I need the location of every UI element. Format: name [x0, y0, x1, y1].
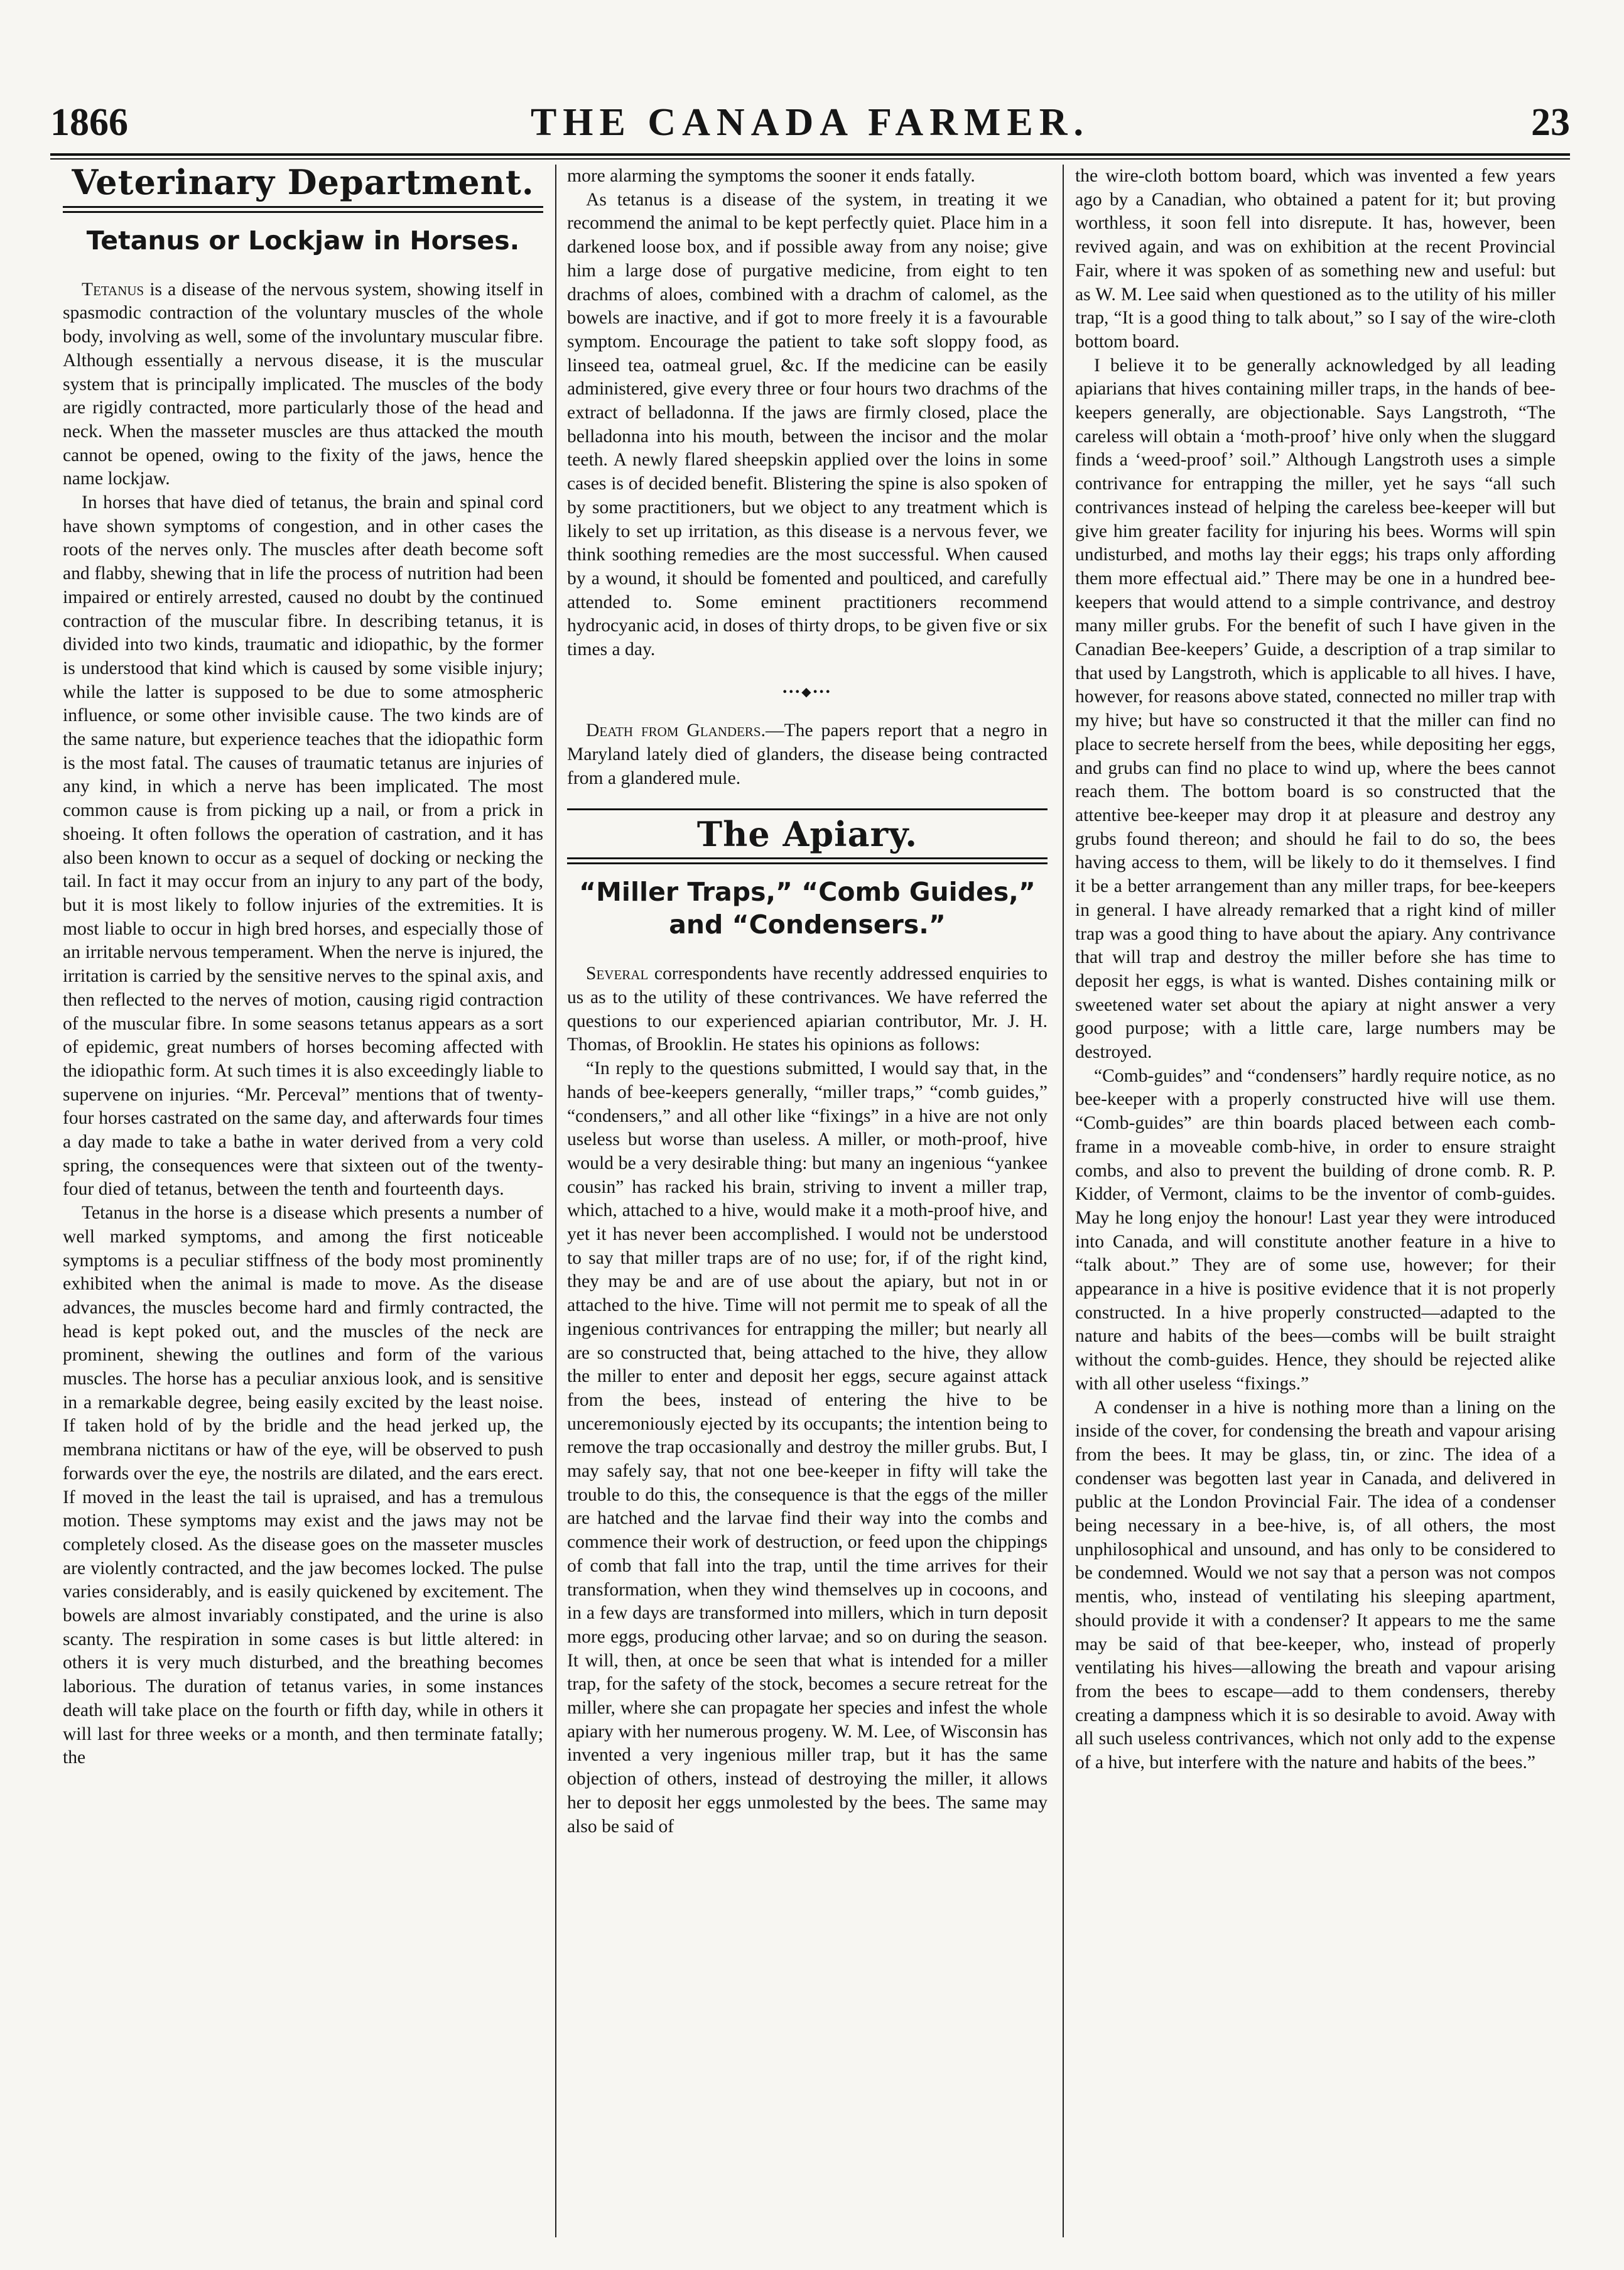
issue-year: 1866	[50, 101, 128, 144]
section-ornament: •••◆•••	[782, 685, 832, 699]
paragraph: I believe it to be generally acknowledged by all leading apiarians that hives containing miller traps, in the hands of bee-keepers generally, are objectionable. Says Langstroth, “The careless will obtain a ‘moth-proof’ hive only when the sluggard finds a ‘weed-proof’ soil.” Although Langstroth uses a simple contrivance for entrapping the miller, yet he says “all such contrivances instead of helping the careless bee-keeper will but give him greater facility for injuring his bees. Worms will spin undisturbed, and moths lay their eggs; his traps only affording them more effectual aid.” There may be one in a hundred bee-keepers that would attend to a simple contrivance, and destroy many miller grubs. For the benefit of such I have given in the Canadian Bee-keepers’ Guide, a description of a trap similar to that used by Langstroth, which is applicable to all hives. I have, however, for reasons above stated, connected no miller trap with my hive; but have so constructed it that the miller can find no place to secrete herself from the bees, while depositing her eggs, and grubs can find no place to wind up, where the bees cannot reach them. The bottom board is so constructed that the attentive bee-keeper may drop it at pleasure and destroy any grubs found thereon; and should he fail to do so, the bees having access to them, will be likely to do it themselves. I find it be a better arrangement than any miller traps, for bee-keepers in general. I have already remarked that a right kind of miller trap was a good thing to have about the apiary. Any contrivance that will trap and destroy the miller before she has time to deposit her eggs, is what is wanted. Dishes containing milk or sweetened water set about the apiary at night answer a very good purpose; with a little care, large numbers may be destroyed.	[1075, 355, 1556, 1063]
heading-rule	[567, 857, 1047, 864]
paragraph: the wire-cloth bottom board, which was invented a few years ago by a Canadian, who obtained a patent for it; but proving worthless, it soon fell into disrepute. It has, however, been revived again, and was on exhibition at the recent Provincial Fair, where it was spoken of as something new and useful: but as W. M. Lee said when questioned as to the utility of his miller trap, “It is a good thing to talk about,” so I say of the wire-cloth bottom board.	[1075, 166, 1556, 352]
department-heading: Veterinary Department.	[72, 165, 534, 202]
lead-phrase: Death from Glanders.	[586, 720, 766, 741]
paragraph: A condenser in a hive is nothing more than a lining on the inside of the cover, for condensing the breath and vapour arising from the bees. It may be glass, tin, or zinc. The idea of a condenser was begotten last year in Canada, and delivered in public at the London Provincial Fair. The idea of a condenser being necessary in a bee-hive, is, of all others, the most unphilosophical and unsound, and has only to be considered to be condemned. Would we not say that a person was not compos mentis, who, instead of ventilating his sleeping apartment, should provide it with a condenser? It appears to me the same may be said of that bee-keeper, who, instead of properly ventilating his hives—allowing the breath and vapour arising from the bees to escape—add to them condensers, thereby creating a dampness which it is so desirable to avoid. Away with all such useless contrivances, which not only add to the expense of a hive, but interfere with the nature and habits of the bees.”	[1075, 1397, 1556, 1773]
masthead-rule-top	[50, 153, 1570, 156]
paragraph: more alarming the symptoms the sooner it ends fatally.	[567, 166, 975, 186]
department-heading: The Apiary.	[696, 813, 918, 854]
column-divider-1	[555, 165, 556, 2237]
article-title: Tetanus or Lockjaw in Horses.	[86, 225, 520, 256]
paragraph-text: is a disease of the nervous system, showing itself in spasmodic contraction of the voluntary muscles of the whole body, involving as well, some of the involuntary muscular fibre. Although essentially a nervous disease, it is the muscular system that is principally implicated. The muscles of the body are rigidly contracted, more particularly those of the head and neck. When the masseter muscles are thus attacked the mouth cannot be opened, owing to the fixity of the jaws, hence the name lockjaw.	[63, 279, 543, 489]
article-title: “Miller Traps,” “Comb Guides,” and “Condensers.”	[579, 877, 1036, 940]
lead-word: Several	[586, 964, 649, 984]
page-number: 23	[1531, 101, 1570, 144]
column-1	[63, 165, 543, 2237]
heading-rule	[63, 206, 543, 213]
newspaper-title: THE CANADA FARMER.	[530, 101, 1090, 144]
column-divider-2	[1063, 165, 1064, 2237]
paragraph: “Comb-guides” and “condensers” hardly require notice, as no bee-keeper with a properly constructed hive will use them. “Comb-guides” are thin boards placed between each comb-frame in a moveable comb-hive, in order to ensure straight combs, and also to prevent the building of drone comb. R. P. Kidder, of Vermont, claims to be the inventor of comb-guides. May he long enjoy the honour! Last year they were introduced into Canada, and will constitute another feature in a hive to “talk about.” They are of some use, however; for their appearance in a hive is positive evidence that it is not properly constructed. In a hive properly constructed—adapted to the nature and habits of the bees—combs will be built straight without the comb-guides. Hence, they should be rejected alike with all other useless “fixings.”	[1075, 1065, 1556, 1394]
paragraph: In horses that have died of tetanus, the brain and spinal cord have shown symptoms of congestion, and in other cases the roots of the nerves only. The muscles after death become soft and flabby, shewing that in life the process of nutrition had been impaired or entirely arrested, caused no doubt by the continued contraction of the muscular fibre. In describing tetanus, it is divided into two kinds, traumatic and idiopathic, by the former is understood that kind which is caused by some visible injury; while the latter is supposed to be due to some atmospheric influence, or some other invisible cause. The two kinds are of the same nature, but experience teaches that the idiopathic form is the most fatal. The causes of traumatic tetanus are injuries of any kind, in which a nerve has been implicated. The most common cause is from picking up a nail, or from a prick in shoeing. It often follows the operation of castration, and it has also been known to occur as a sequel of docking or necking the tail. In fact it may occur from an injury to any part of the body, but it is most likely to follow injuries of the extremities. It is most liable to occur in high bred horses, and especially those of an irritable nervous temperament. When the nerve is injured, the irritation is carried by the sensitive nerves to the spinal axis, and then reflected to the nerves of motion, causing rigid contraction of the muscular fibre. In some seasons tetanus appears as a sort of epidemic, great numbers of horses becoming affected with the idiopathic form. At such times it is also exceedingly liable to supervene on injuries. “Mr. Perceval” mentions that of twenty-four horses castrated on the same day, and afterwards four times a day made to take a bathe in water derived from a very cold spring, the consequences were that sixteen out of the twenty-four died of tetanus, between the tenth and fourteenth days.	[63, 492, 543, 1200]
paragraph-text: correspondents have recently addressed enquiries to us as to the utility of these contrivances. We have referred the questions to our experienced apiarian contributor, Mr. J. H. Thomas, of Brooklin. He states his opinions as follows:	[567, 964, 1047, 1055]
masthead	[50, 94, 1570, 151]
paragraph: “In reply to the questions submitted, I would say that, in the hands of bee-keepers generally, “miller traps,” “comb guides,” “condensers,” and all other like “fixings” in a hive are not only useless but worse than useless. A miller, or moth-proof, hive would be a very desirable thing: but many an ingenious “yankee cousin” has racked his brain, striving to invent a miller trap, which, attached to a hive, would make it a moth-proof hive, and yet it has never been accomplished. I would not be understood to say that miller traps are of no use; for, if of the right kind, they may be and are of use about the apiary, but not in or attached to the hive. Time will not permit me to speak of all the ingenious contrivances for entrapping the miller; but nearly all are so constructed that, being attached to the hive, they allow the miller to enter and deposit her eggs, secure against attack from the bees, instead of entering the hive to be unceremoniously ejected by its occupants; the intention being to remove the trap occasionally and destroy the miller grubs. But, I may safely say, that not one bee-keeper in fifty will take the trouble to do this, the consequence is that the eggs of the miller are hatched and the larvae find their way into the combs and commence their work of destruction, or feed upon the chippings of comb that fall into the trap, until the time arrives for their transformation, when they wind themselves up in cocoons, and in a few days are transformed into millers, which in turn deposit more eggs, producing other larvae; and so on during the season. It will, then, at once be seen that what is intended for a miller trap, for the safety of the stock, becomes a secure retreat for the miller, where she can propagate her species and infest the whole apiary with her numerous progeny. W. M. Lee, of Wisconsin has invented a very ingenious miller trap, but it has the same objection of others, instead of destroying the miller, it allows her to deposit her eggs unmolested by the bees. The same may also be said of	[567, 1058, 1047, 1837]
paragraph	[567, 719, 1047, 790]
paragraph	[567, 962, 1047, 1057]
column-3	[1075, 165, 1556, 2237]
column-2	[567, 165, 1047, 2237]
paragraph-text: —The papers report that a negro in Maryland lately died of glanders, the disease being contracted from a glandered mule.	[567, 720, 1047, 788]
lead-word: Tetanus	[82, 279, 144, 300]
paragraph: As tetanus is a disease of the system, in treating it we recommend the animal to be kept perfectly quiet. Place him in a darkened loose box, and if possible away from any noise; give him a large dose of purgative medicine, from eight to ten drachms of aloes, combined with a drachm of calomel, as the bowels are inactive, and if got to more freely it is a favourable symptom. Encourage the patient to take soft sloppy food, as linseed tea, oatmeal gruel, &c. If the medicine can be easily administered, give every three or four hours two drachms of the extract of belladonna. If the jaws are firmly closed, place the belladonna into his mouth, between the incisor and the molar teeth. A newly flared sheepskin applied over the loins in some cases is of decided benefit. Blistering the spine is also spoken of by some practitioners, but we object to any treatment which is likely to set up irritation, as this disease is a nervous fever, we think soothing remedies are the most successful. When caused by a wound, it should be fomented and poulticed, and carefully attended to. Some eminent practitioners recommend hydrocyanic acid, in doses of thirty drops, to be given five or six times a day.	[567, 189, 1047, 660]
paragraph: Tetanus in the horse is a disease which presents a number of well marked symptoms, and among the first noticeable symptoms is a peculiar stiffness of the body most prominently exhibited when the animal is made to move. As the disease advances, the muscles become hard and firmly contracted, the head is kept poked out, and the muscles of the neck are prominent, shewing the outlines and form of the various muscles. The horse has a peculiar anxious look, and is sensitive in a remarkable degree, being easily excited by the least noise. If taken hold of by the bridle and the head jerked up, the membrana nictitans or haw of the eye, will be observed to push forwards over the eye, the nostrils are dilated, and the ears erect. If moved in the least the tail is upraised, and has a tremulous motion. These symptoms may exist and the jaws may not be completely closed. As the disease goes on the masseter muscles are violently contracted, and the jaw becomes locked. The pulse varies considerably, and is easily quickened by excitement. The bowels are almost invariably constipated, and the urine is also scanty. The respiration in some cases is but little altered: in others it is very much disturbed, and the breathing becomes laborious. The duration of tetanus varies, in some instances death will take place on the fourth or fifth day, while in others it will last for three weeks or a month, and then terminate fatally; the	[63, 1203, 543, 1768]
section-rule	[567, 808, 1047, 810]
masthead-rule-bottom	[50, 158, 1570, 160]
paragraph	[63, 278, 543, 491]
